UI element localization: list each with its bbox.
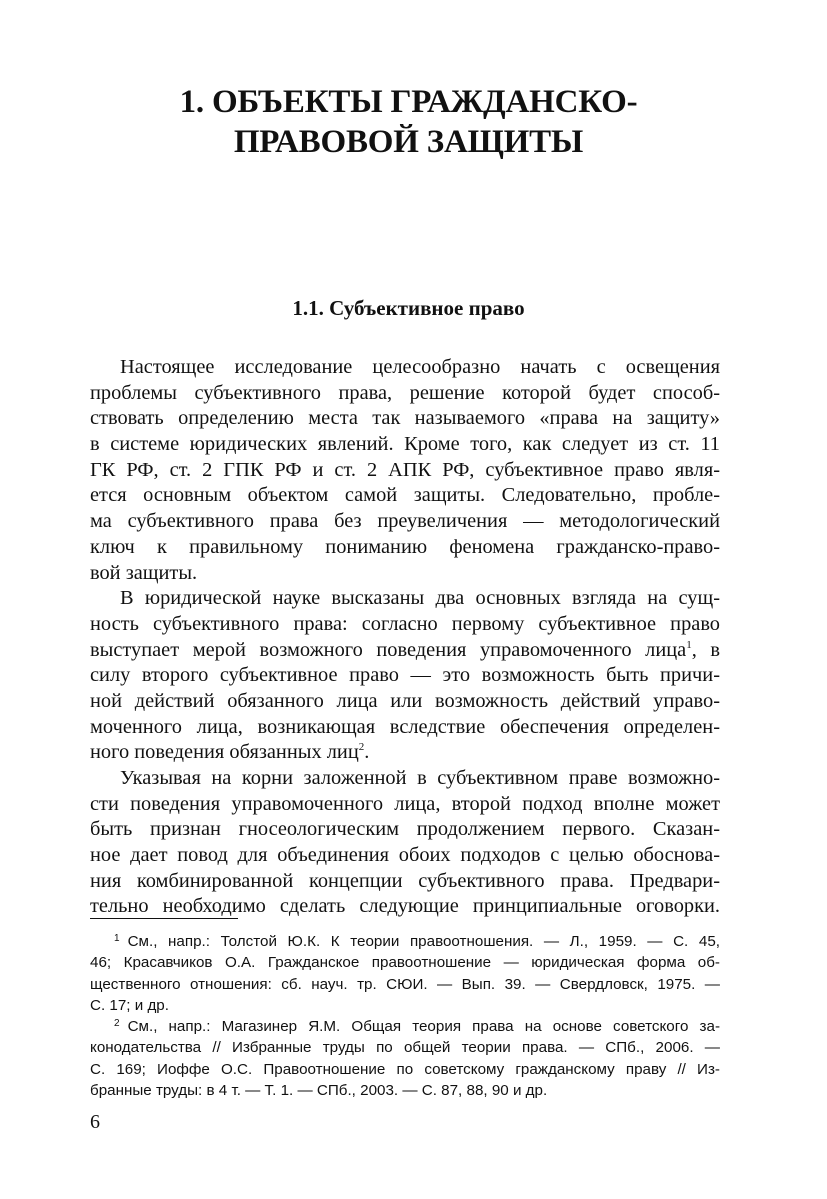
footnotes <box>90 931 720 1101</box>
text-segment: выступает мерой возможного поведения управомоченного лица <box>90 638 687 661</box>
footnote-line: С. 17; и др. <box>90 996 169 1014</box>
chapter-title-line-1: 1. ОБЪЕКТЫ ГРАЖДАНСКО- <box>179 84 638 120</box>
text-line: силу второго субъективное право — это возможность быть причи- <box>90 664 720 687</box>
section-title: 1.1. Субъективное право <box>292 296 525 320</box>
text-line: ма субъективного права без преувеличения — методологический <box>90 510 720 533</box>
footnote-ref-1[interactable]: 1 <box>686 638 692 651</box>
text-line: моченного лица, возникающая вследствие обеспечения определен- <box>90 715 720 738</box>
paragraph-1 <box>90 355 720 586</box>
text-line: ется основным объектом самой защиты. Следовательно, пробле- <box>90 484 720 507</box>
text-line: в системе юридических явлений. Кроме того, как следует из ст. 11 <box>90 433 720 456</box>
text-line: ГК РФ, ст. 2 ГПК РФ и ст. 2 АПК РФ, субъективное право явля- <box>90 458 720 481</box>
chapter-title-line-2: ПРАВОВОЙ ЗАЩИТЫ <box>233 124 584 160</box>
text-line: тельно необходимо сделать следующие принципиальные оговорки. <box>90 895 720 918</box>
text-segment: . <box>364 741 370 764</box>
text-line-with-footnote <box>90 638 720 664</box>
footnote-mark: 1 <box>114 933 120 944</box>
footnote-ref-2[interactable]: 2 <box>358 741 365 754</box>
footnote-line <box>90 1016 720 1037</box>
text-line: ность субъективного права: согласно первому субъективное право <box>90 612 720 635</box>
text-segment: , в <box>691 638 720 661</box>
footnote-divider <box>90 918 238 919</box>
footnote-mark: 2 <box>114 1018 120 1030</box>
footnote-text: См., напр.: Толстой Ю.К. К теории правоотношения. — Л., 1959. — С. 45, <box>127 933 720 950</box>
text-line: ствовать определению места так называемого «права на защиту» <box>90 407 720 430</box>
footnote-2 <box>90 1016 720 1101</box>
footnote-line: 46; Красавчиков О.А. Гражданское правоотношение — юридическая форма об- <box>90 954 720 972</box>
chapter-title <box>90 82 727 162</box>
text-line: ключ к правильному пониманию феномена гражданско-право- <box>90 535 720 558</box>
footnote-text: См., напр.: Магазинер Я.М. Общая теория права на основе советского за- <box>127 1018 720 1036</box>
text-line: ния комбинированной концепции субъективного права. Предвари- <box>90 869 720 892</box>
footnote-line: щественного отношения: сб. науч. тр. СЮИ. — Вып. 39. — Свердловск, 1975. — <box>90 975 720 993</box>
body-text <box>90 355 720 920</box>
page-number: 6 <box>90 1111 100 1133</box>
text-line-with-footnote <box>90 740 720 766</box>
footnote-line <box>90 931 720 952</box>
paragraph-2 <box>90 586 720 766</box>
footnote-line: С. 169; Иоффе О.С. Правоотношение по советскому гражданскому праву // Из- <box>90 1060 720 1078</box>
text-segment: ного поведения обязанных лиц <box>90 741 359 764</box>
footnote-1 <box>90 931 720 1016</box>
footnote-line: конодательства // Избранные труды по общей теории права. — СПб., 2006. — <box>90 1039 720 1057</box>
text-line: сти поведения управомоченного лица, второй подход вполне может <box>90 792 720 815</box>
text-line: Настоящее исследование целесообразно начать с освещения <box>120 356 720 378</box>
footnote-line: бранные труды: в 4 т. — Т. 1. — СПб., 2003. — С. 87, 88, 90 и др. <box>90 1082 548 1100</box>
text-line: быть признан гносеологическим продолжением первого. Сказан- <box>90 818 720 841</box>
paragraph-3 <box>90 766 720 920</box>
text-line: проблемы субъективного права, решение которой будет способ- <box>90 381 720 404</box>
text-line: Указывая на корни заложенной в субъективном праве возможно- <box>120 767 720 789</box>
text-line: В юридической науке высказаны два основных взгляда на сущ- <box>120 587 720 610</box>
text-line: ной действий обязанного лица или возможность действий управо- <box>90 689 720 712</box>
text-line: ное дает повод для объединения обоих подходов с целью обоснова- <box>90 844 720 867</box>
text-line: вой защиты. <box>90 561 198 584</box>
